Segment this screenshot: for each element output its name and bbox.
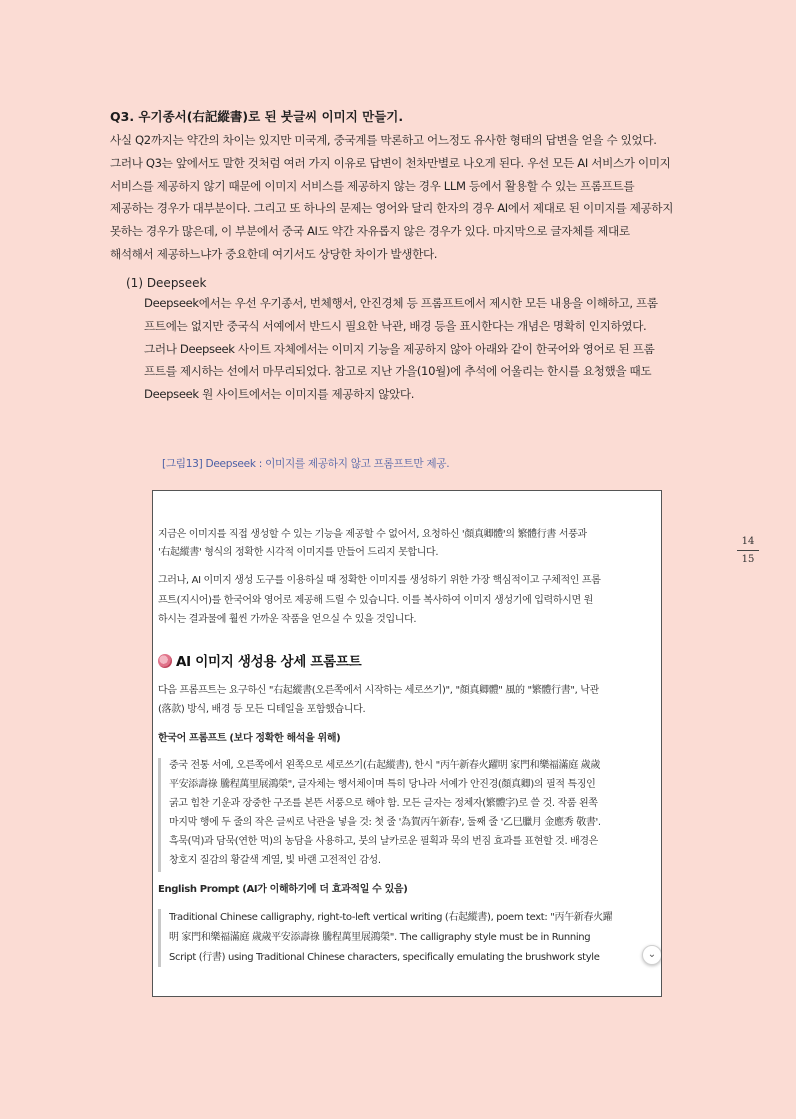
paragraph-line: Deepseek에서는 우선 우기종서, 번체행서, 안진경체 등 프롬프트에서 제시한 모든 내용을 이해하고, 프롬 (144, 296, 658, 310)
paragraph-line: 프트에는 없지만 중국식 서예에서 반드시 필요한 낙관, 배경 등을 표시한다는 개념은 명확히 인지하였다. (144, 318, 647, 333)
paragraph-line: 못하는 경우가 많은데, 이 부분에서 중국 AI도 약간 자유롭지 않은 경우가 있다. 마지막으로 글자체를 제대로 (110, 224, 630, 239)
palette-emoji-icon (158, 654, 172, 668)
paragraph-line: 사실 Q2까지는 약간의 차이는 있지만 미국계, 중국계를 막론하고 어느정도 유사한 형태의 답변을 얻을 수 있었다. (110, 133, 657, 147)
response-heading (158, 650, 361, 670)
response-line: 프트(지시어)를 한국어와 영어로 제공해 드릴 수 있습니다. 이를 복사하여 이미지 생성기에 입력하시면 원 (158, 595, 593, 606)
response-line: 그러나, AI 이미지 생성 도구를 이용하실 때 정확한 이미지를 생성하기 위한 가장 핵심적이고 구체적인 프롬 (158, 575, 601, 586)
quote-line: 平安添壽祿 騰程萬里展鴻榮", 글자체는 행서체이며 특히 당나라 서예가 안진경(顏真卿)의 필적 특징인 (169, 779, 596, 790)
figure-caption: [그림13] Deepseek : 이미지를 제공하지 않고 프롬프트만 제공. (162, 458, 450, 470)
blockquote-bar (158, 909, 161, 967)
paragraph-line: 제공하는 경우가 대부분이다. 그리고 또 하나의 문제는 영어와 달리 한자의 경우 AI에서 제대로 된 이미지를 제공하지 (110, 201, 674, 216)
paragraph-line: Deepseek 원 사이트에서는 이미지를 제공하지 않았다. (144, 387, 415, 402)
section-heading: Q3. 우기종서(右記縱書)로 된 붓글씨 이미지 만들기. (110, 109, 404, 124)
quote-line: 明 家門和樂福滿庭 歲歲平安添壽祿 騰程萬里展鴻榮". The calligraphy style must be in Running (169, 932, 591, 943)
response-line: '右起縱書' 형식의 정확한 시각적 이미지를 만들어 드리지 못합니다. (158, 547, 439, 558)
deepseek-screenshot (152, 490, 662, 997)
page-current: 14 (741, 536, 755, 547)
quote-line: 흑묵(먹)과 담묵(연한 먹)의 농담을 사용하고, 붓의 날카로운 필획과 묵의 번짐 효과를 표현할 것. 배경은 (169, 836, 599, 847)
korean-prompt-label: 한국어 프롬프트 (보다 정확한 해석을 위해) (158, 733, 341, 744)
blockquote-bar (158, 758, 161, 872)
response-line: 하시는 결과물에 훨씬 가까운 작품을 얻으실 수 있을 것입니다. (158, 614, 417, 625)
subsection-paragraph (144, 292, 700, 406)
chevron-down-icon[interactable]: ⌄ (642, 945, 662, 965)
page-number (737, 536, 759, 566)
paragraph-line: 프트를 제시하는 선에서 마무리되었다. 참고로 지난 가을(10월)에 추석에 어울리는 한시를 요청했을 때도 (144, 364, 652, 379)
quote-line: 굵고 힘찬 기운과 장중한 구조를 본뜬 서풍으로 해야 함. 모든 글자는 정체자(繁體字)로 쓸 것. 작품 왼쪽 (169, 798, 598, 809)
response-line: 지금은 이미지를 직접 생성할 수 있는 기능을 제공할 수 없어서, 요청하신 '顏真卿體'의 繁體行書 서풍과 (158, 529, 587, 540)
subsection-title: (1) Deepseek (126, 276, 207, 290)
page-number-divider (737, 550, 759, 551)
response-line: 다음 프롬프트는 요구하신 "右起縱書(오른쪽에서 시작하는 세로쓰기)", "顏真卿體" 風的 "繁體行書", 낙관 (158, 685, 599, 696)
quote-line: Traditional Chinese calligraphy, right-to-left vertical writing (右起縱書), poem text: "丙午新春火躍 (169, 912, 613, 923)
paragraph-line: 서비스를 제공하지 않기 때문에 이미지 서비스를 제공하지 않는 경우 LLM 등에서 활용할 수 있는 프롬프트를 (110, 178, 635, 193)
response-heading-text: AI 이미지 생성용 상세 프롬프트 (176, 654, 362, 670)
response-line: (落款) 방식, 배경 등 모든 디테일을 포함했습니다. (158, 704, 366, 715)
intro-paragraph (110, 129, 702, 266)
quote-line: 창호지 질감의 황갈색 계열, 빛 바랜 고전적인 감성. (169, 855, 381, 866)
paragraph-line: 그러나 Deepseek 사이트 자체에서는 이미지 기능을 제공하지 않아 아래와 같이 한국어와 영어로 된 프롬 (144, 341, 655, 356)
quote-line: Script (行書) using Traditional Chinese characters, specifically emulating the brushwork style (169, 952, 600, 963)
english-prompt-label: English Prompt (AI가 이해하기에 더 효과적일 수 있음) (158, 884, 408, 895)
quote-line: 중국 전통 서예, 오른쪽에서 왼쪽으로 세로쓰기(右起縱書), 한시 "丙午新春火躍明 家門和樂福滿庭 歲歲 (169, 760, 600, 771)
paragraph-line: 해석해서 제공하느냐가 중요한데 여기서도 상당한 차이가 발생한다. (110, 246, 438, 261)
page-total: 15 (741, 554, 755, 565)
quote-line: 마지막 행에 두 줄의 작은 글씨로 낙관을 넣을 것: 첫 줄 '為賀丙午新春', 둘째 줄 '乙巳臘月 金應秀 敬書'. (169, 817, 601, 828)
paragraph-line: 그러나 Q3는 앞에서도 말한 것처럼 여러 가지 이유로 답변이 천차만별로 나오게 된다. 우선 모든 AI 서비스가 이미지 (110, 155, 671, 170)
